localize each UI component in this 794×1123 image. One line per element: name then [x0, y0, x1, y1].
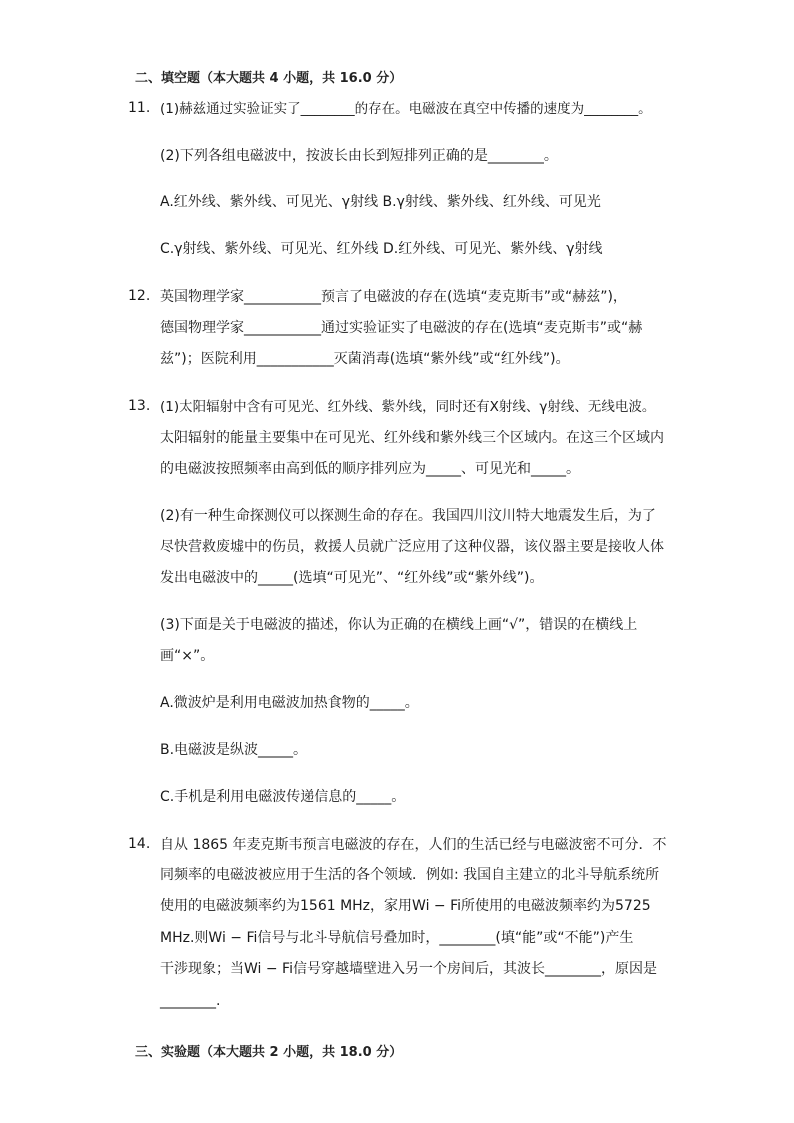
q13-line-5: 尽快营救废墟中的伤员，救援人员就广泛应用了这种仪器，该仪器主要是接收人体	[160, 539, 664, 555]
q14-line-6: ________.	[160, 993, 221, 1009]
q13-line-7: (3)下面是关于电磁波的描述，你认为正确的在横线上画“√”，错误的在横线上	[160, 617, 638, 633]
q13-line-2: 太阳辐射的能量主要集中在可见光、红外线和紫外线三个区域内。在这三个区域内	[160, 430, 664, 446]
q12-line-3: 兹”)；医院利用___________灭菌消毒(选填“紫外线”或“红外线”)。	[160, 351, 570, 367]
q12-line-1: 英国物理学家___________预言了电磁波的存在(选填“麦克斯韦”或“赫兹”)，	[160, 289, 627, 305]
q14-line-3: 使用的电磁波频率约为1561 MHz，家用Wi − Fi所使用的电磁波频率约为5725	[160, 898, 651, 914]
q13-item-a: A.微波炉是利用电磁波加热食物的_____。	[160, 695, 419, 711]
q12-line-2: 德国物理学家___________通过实验证实了电磁波的存在(选填“麦克斯韦”或“赫	[160, 320, 643, 336]
q13-item-b: B.电磁波是纵波_____。	[160, 742, 308, 758]
q13-line-4: (2)有一种生命探测仪可以探测生命的存在。我国四川汶川特大地震发生后，为了	[160, 508, 656, 524]
question-number-12: 12.	[128, 288, 151, 304]
q14-line-1: 自从 1865 年麦克斯韦预言电磁波的存在，人们的生活已经与电磁波密不可分．不	[160, 837, 667, 853]
q13-item-c: C.手机是利用电磁波传递信息的_____。	[160, 789, 406, 805]
q14-line-2: 同频率的电磁波被应用于生活的各个领域．例如: 我国自主建立的北斗导航系统所	[160, 867, 660, 883]
q13-line-6: 发出电磁波中的_____(选填“可见光”、“红外线”或“紫外线”)。	[160, 570, 544, 586]
q13-line-1: (1)太阳辐射中含有可见光、红外线、紫外线，同时还有X射线、γ射线、无线电波。	[160, 399, 656, 415]
question-number-13: 13.	[128, 398, 151, 414]
section-heading-fill-in: 二、填空题（本大题共 4 小题，共 16.0 分）	[135, 71, 403, 86]
q14-line-4: MHz.则Wi − Fi信号与北斗导航信号叠加时，________(填“能”或“不能”)产生	[160, 930, 634, 946]
q11-line-1: (1)赫兹通过实验证实了________的存在。电磁波在真空中传播的速度为________。	[160, 101, 652, 117]
q11-option-cd: C.γ射线、紫外线、可见光、红外线 D.红外线、可见光、紫外线、γ射线	[160, 241, 603, 257]
q11-option-ab: A.红外线、紫外线、可见光、γ射线 B.γ射线、紫外线、红外线、可见光	[160, 194, 601, 210]
section-heading-experiment: 三、实验题（本大题共 2 小题，共 18.0 分）	[135, 1045, 403, 1060]
question-number-14: 14.	[128, 836, 151, 852]
question-number-11: 11.	[128, 100, 151, 116]
q14-line-5: 干涉现象；当Wi − Fi信号穿越墙壁进入另一个房间后，其波长________，原因是	[160, 961, 657, 977]
q11-line-2: (2)下列各组电磁波中，按波长由长到短排列正确的是________。	[160, 148, 558, 164]
q13-line-8: 画“×”。	[160, 648, 215, 664]
q13-line-3: 的电磁波按照频率由高到低的顺序排列应为_____、可见光和_____。	[160, 461, 580, 477]
